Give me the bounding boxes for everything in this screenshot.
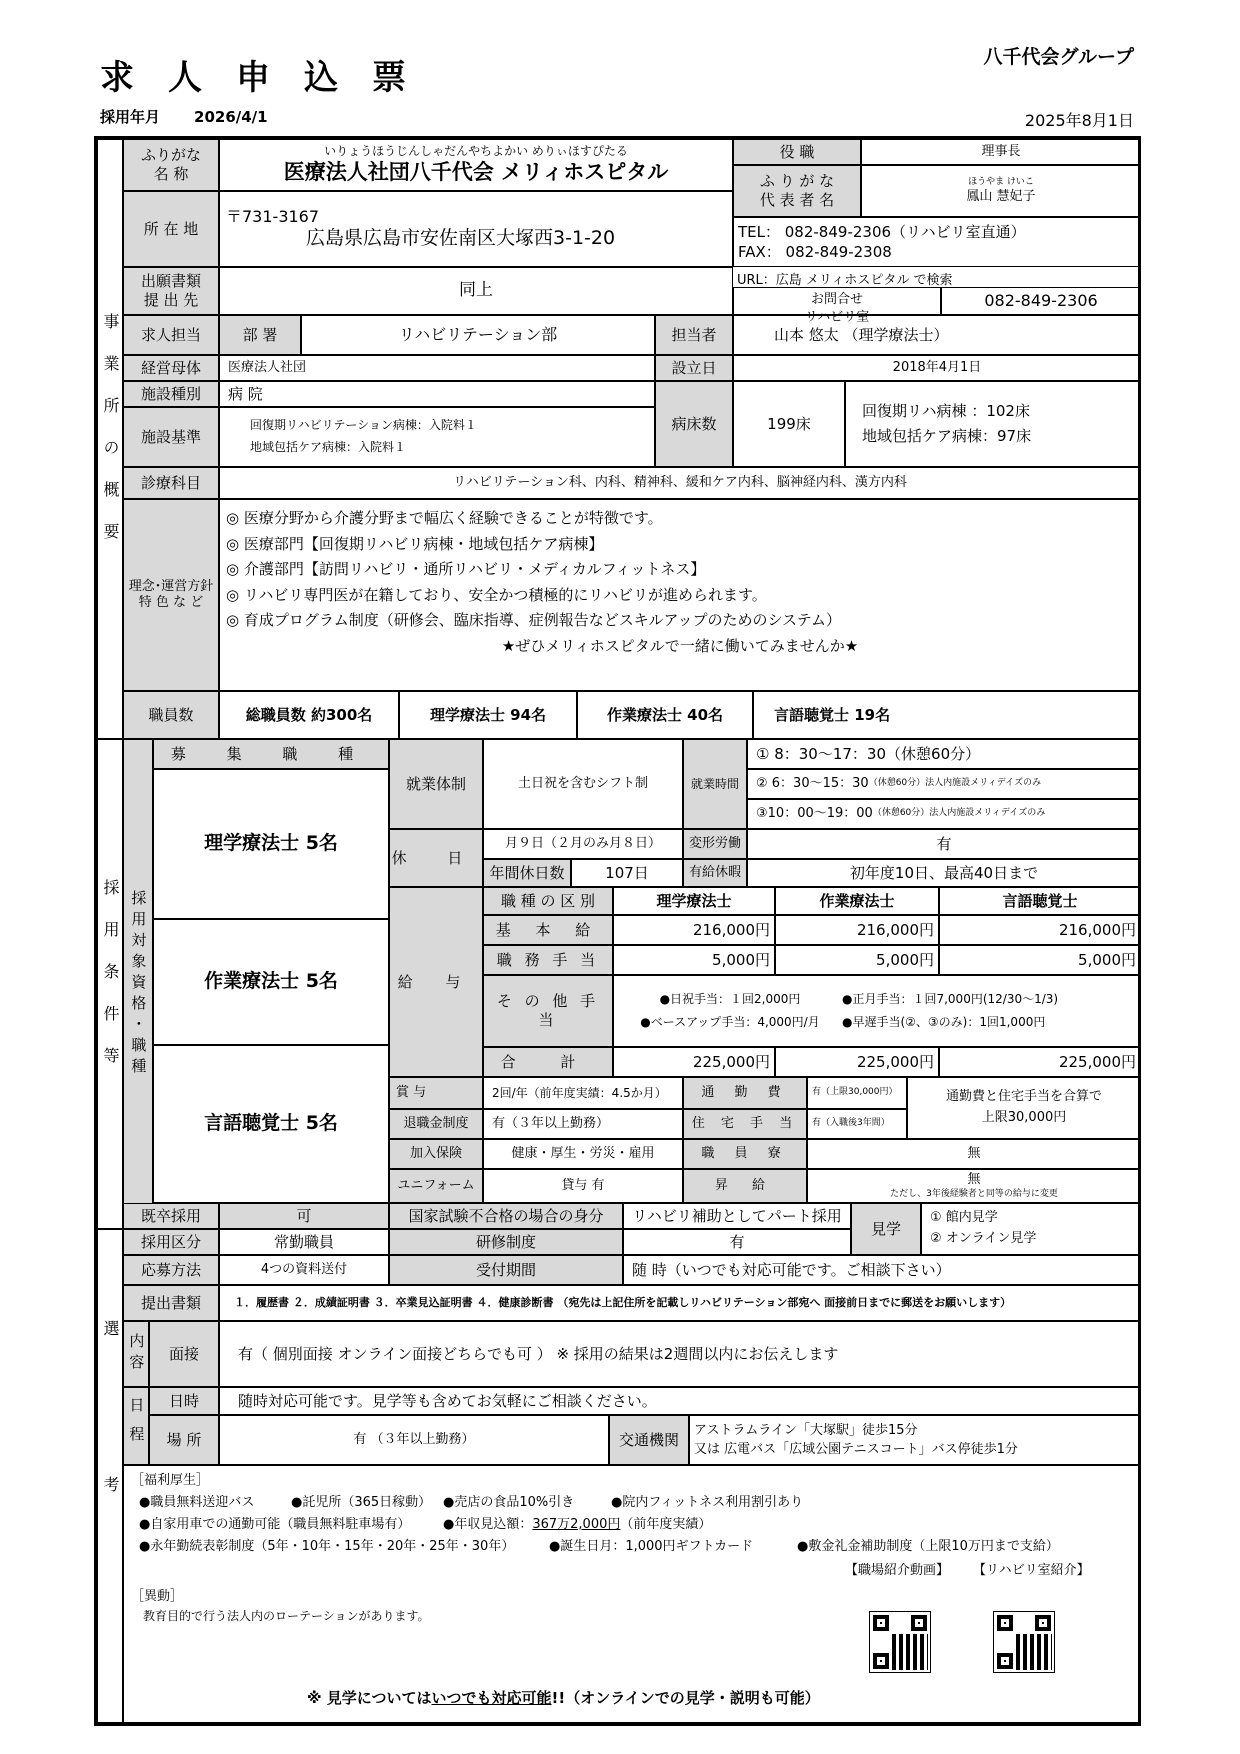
rep-value: ほうやま けいこ 鳳山 慧妃子 <box>861 165 1141 217</box>
train-label: 研修制度 <box>389 1229 623 1255</box>
paid-value: 初年度10日、最高40日まで <box>747 859 1141 887</box>
period-label: 受付期間 <box>389 1255 623 1285</box>
other-label: そ の 他 手 当 <box>483 975 613 1047</box>
inquiry-text: お問合せ リハビリ室 <box>804 292 870 326</box>
role-label: 役 職 <box>733 139 861 165</box>
paid-label: 有給休暇 <box>683 859 747 887</box>
retire-value: 有（３年以上勤務） <box>483 1109 683 1139</box>
var-value: 有 <box>747 829 1141 859</box>
issue-date: 2025年8月1日 <box>1024 111 1134 130</box>
dept-list: リハビリテーション科、内科、精神科、緩和ケア内科、脳神経内科、漢方内科 <box>219 467 1141 499</box>
bonus-value: 2回/年（前年度実績：4.5か月） <box>483 1077 683 1109</box>
est-label: 設立日 <box>655 355 733 381</box>
ins-label: 加入保険 <box>389 1139 483 1169</box>
welfare-row-1: ●職員無料送迎バス ●託児所（365日稼動） ●売店の食品10%引き ●院内フィットネス利用割引あり <box>139 1495 804 1510</box>
holiday-label: 休 日 <box>389 829 483 887</box>
duty-label: 職 務 手 当 <box>483 945 613 975</box>
feature-item: ◎ 育成プログラム制度（研修会、臨床指導、症例報告などスキルアップのためのシステム） <box>226 611 842 629</box>
feature-item: ◎ 医療分野から介護分野まで幅広く経験できることが特徴です。 <box>226 509 663 527</box>
mgmt-label: 経営母体 <box>123 355 219 381</box>
video-label: 【職場紹介動画】 <box>845 1563 950 1578</box>
job-pt: 理学療法士 5名 <box>153 769 389 919</box>
duty-pt: 5,000円 <box>613 945 775 975</box>
total-ot: 225,000円 <box>775 1047 939 1077</box>
transit-value: アストラムライン「大塚駅」徒歩15分 又は 広電バス「広域公園テニスコート」バス停徒歩1分 <box>689 1415 1141 1465</box>
feature-slogan: ★ぜひメリィホスピタルで一緒に働いてみませんか★ <box>501 636 859 655</box>
interview-label: 面接 <box>149 1321 219 1387</box>
org-furigana: いりょうほうじんしゃだんやちよかい めりぃほすぴたる <box>324 144 628 159</box>
hire-value: 2026/4/1 <box>194 108 268 126</box>
address-text: 広島県広島市安佐南区大塚西3-1-20 <box>306 227 616 250</box>
staff-value: 山本 悠太 （理学療法士） <box>733 315 1141 355</box>
shift-value: 土日祝を含むシフト制 <box>483 739 683 829</box>
address <box>219 191 733 267</box>
hours-1: ① 8：30～17：30（休憩60分） <box>747 739 1141 769</box>
org-name <box>219 139 733 191</box>
ins-value: 健康・厚生・労災・雇用 <box>483 1139 683 1169</box>
beds-value: 199床 <box>733 381 845 467</box>
feature-item: ◎ 介護部門【訪問リハビリ・通所リハビリ・メディカルフィットネス】 <box>226 560 706 578</box>
job-st: 言語聴覚士 5名 <box>153 1045 389 1203</box>
visit-note: ※ 見学についてはいつでも対応可能!!（オンラインでの見学・説明も可能） <box>307 1689 820 1707</box>
staffs-label: 職員数 <box>123 691 219 739</box>
recruit-label: 求人担当 <box>123 315 219 355</box>
content-label: 内容 <box>123 1321 149 1387</box>
side-conditions: 採用条件等 <box>97 739 123 1229</box>
transfer-label: ［異動］ <box>131 1589 184 1604</box>
docs-label: 提出書類 <box>123 1285 219 1321</box>
staff-pt: 理学療法士 94名 <box>399 691 577 739</box>
zip: 〒731-3167 <box>226 207 320 227</box>
kind-label: 職 種 の 区 別 <box>483 887 613 915</box>
retire-label: 退職金制度 <box>389 1109 483 1139</box>
url: URL：広島 メリィホスピタル で検索 <box>737 273 953 288</box>
col-ot: 作業療法士 <box>775 887 939 915</box>
hire-date <box>100 106 268 127</box>
jobs-header: 募 集 職 種 <box>153 739 389 769</box>
duty-ot: 5,000円 <box>775 945 939 975</box>
base-st: 216,000円 <box>939 915 1141 945</box>
col-st: 言語聴覚士 <box>939 887 1141 915</box>
dorm-value: 無 <box>807 1139 1141 1169</box>
total-label: 合 計 <box>483 1047 613 1077</box>
feature-item: ◎ 医療部門【回復期リハビリ病棟・地域包括ケア病棟】 <box>226 534 604 553</box>
shift-label: 就業体制 <box>389 739 483 829</box>
type-label: 施設種別 <box>123 381 219 407</box>
train-value: 有 <box>623 1229 851 1255</box>
fail-value: リハビリ補助としてパート採用 <box>623 1203 851 1229</box>
hours-label: 就業時間 <box>683 739 747 829</box>
commute-note: 通勤費と住宅手当を合算で 上限30,000円 <box>907 1077 1141 1139</box>
uni-value: 貸与 有 <box>483 1169 683 1203</box>
date-value: 随時対応可能です。見学等も含めてお気軽にご相談ください。 <box>219 1387 1141 1415</box>
visit-value: ① 館内見学 ② オンライン見学 <box>921 1203 1141 1255</box>
type-value: 病 院 <box>219 381 655 407</box>
commute-label: 通 勤 費 <box>683 1077 807 1109</box>
welfare-row-3: ●永年勤続表彰制度（5年・10年・15年・20年・25年・30年） ●誕生日月：1,000円ギフトカード ●敷金礼金補助制度（上限10万円まで支給） <box>139 1539 1059 1554</box>
grad-label: 既卒採用 <box>123 1203 219 1229</box>
form-frame <box>94 136 1141 1726</box>
qr-code-video[interactable] <box>869 1611 931 1673</box>
interview-value: 有（ 個別面接 オンライン面接どちらでも可 ） ※ 採用の結果は2週間以内にお伝えします <box>219 1321 1141 1387</box>
commute-value: 有（上限30,000円） <box>807 1077 907 1109</box>
docs-value: １．履歴書 ２．成績証明書 ３．卒業見込証明書 ４．健康診断書 （宛先は上記住所を記載しリハビリテーション部宛へ 面接前日までに郵送をお願いします） <box>219 1285 1141 1321</box>
total-st: 225,000円 <box>939 1047 1141 1077</box>
dept-label: 部 署 <box>219 315 301 355</box>
base-label: 基 本 給 <box>483 915 613 945</box>
date-side-label: 日程 <box>123 1387 149 1465</box>
side-overview: 事業所の概要 <box>97 139 123 739</box>
duty-st: 5,000円 <box>939 945 1141 975</box>
emp-value: 常勤職員 <box>219 1229 389 1255</box>
dorm-label: 職 員 寮 <box>683 1139 807 1169</box>
job-ot: 作業療法士 5名 <box>153 919 389 1045</box>
fail-label: 国家試験不合格の場合の身分 <box>389 1203 623 1229</box>
staff-total: 総職員数 約300名 <box>219 691 399 739</box>
feature-item: ◎ リハビリ専門医が在籍しており、安全かつ積極的にリハビリが進められます。 <box>226 585 767 604</box>
date-label: 日時 <box>149 1387 219 1415</box>
side-remarks: 選考 <box>97 1229 123 1723</box>
period-value: 随 時（いつでも対応可能です。ご相談下さい） <box>623 1255 1141 1285</box>
transfer-text: 教育目的で行う法人内のローテーションがあります。 <box>143 1609 430 1623</box>
base-ot: 216,000円 <box>775 915 939 945</box>
mgmt-value: 医療法人社団 <box>219 355 655 381</box>
beds-detail: 回復期リハ病棟 ：102床 地域包括ケア病棟：97床 <box>845 381 1141 467</box>
staff-label: 担当者 <box>655 315 733 355</box>
submit-label: 出願書類 提 出 先 <box>123 267 219 315</box>
dept-list-label: 診療科目 <box>123 467 219 499</box>
dept-value: リハビリテーション部 <box>301 315 655 355</box>
salary-label: 給 与 <box>389 887 483 1077</box>
hire-label: 採用年月 <box>100 108 161 126</box>
group-name: 八千代会グループ <box>983 46 1134 68</box>
features-list <box>219 499 1141 691</box>
apply-value: 4つの資料送付 <box>219 1255 389 1285</box>
contact <box>733 217 1141 267</box>
annual-label: 年間休日数 <box>483 859 571 887</box>
est-value: 2018年4月1日 <box>733 355 1141 381</box>
transit-label: 交通機関 <box>609 1415 689 1465</box>
welfare-label: ［福利厚生］ <box>131 1473 210 1488</box>
grad-value: 可 <box>219 1203 389 1229</box>
apply-label: 応募方法 <box>123 1255 219 1285</box>
place-value: 有 （３年以上勤務） <box>219 1415 609 1465</box>
qr-code-rehab[interactable] <box>993 1611 1055 1673</box>
visit-label: 見学 <box>851 1203 921 1255</box>
var-label: 変形労働 <box>683 829 747 859</box>
uni-label: ユニフォーム <box>389 1169 483 1203</box>
bonus-label: 賞 与 <box>389 1077 483 1109</box>
staff-st: 言語聴覚士 19名 <box>753 691 1141 739</box>
raise-value: 無 ただし、3年後経験者と同等の給与に変更 <box>807 1169 1141 1203</box>
tel: TEL： 082-849-2306（リハビリ室直通） <box>738 222 1026 241</box>
other-value: ●日祝手当：１回2,000円 ●正月手当：１回7,000円(12/30～1/3) ●ベースアップ手当：4,000円/月 ●早遅手当(②、③のみ)：1回1,000円 <box>613 975 1141 1047</box>
welfare-row-2: ●自家用車での通勤可能（職員無料駐車場有） ●年収見込額：367万2,000円（前年度実績） <box>139 1517 712 1532</box>
holiday-value: 月９日（２月のみ月８日） <box>483 829 683 859</box>
rep-label: ふ り が な 代 表 者 名 <box>733 165 861 217</box>
emp-label: 採用区分 <box>123 1229 219 1255</box>
base-pt: 216,000円 <box>613 915 775 945</box>
std-value: 回復期リハビリテーション病棟：入院料１ 地域包括ケア病棟：入院料１ <box>219 407 655 467</box>
hours-2: ② 6：30～15：30 （休憩60分）法人内施設メリィデイズのみ <box>747 769 1141 799</box>
address-label: 所 在 地 <box>123 191 219 267</box>
fax: FAX： 082-849-2308 <box>738 243 892 261</box>
beds-label: 病床数 <box>655 381 733 467</box>
col-pt: 理学療法士 <box>613 887 775 915</box>
hours-3: ③10：00～19：00 （休憩60分）法人内施設メリィデイズのみ <box>747 799 1141 829</box>
raise-label: 昇 給 <box>683 1169 807 1203</box>
role-value: 理事長 <box>861 139 1141 165</box>
features-label: 理念･運営方針 特 色 な ど <box>123 499 219 691</box>
org-name-label: ふりがな 名 称 <box>123 139 219 191</box>
page-title: 求人申込票 <box>100 58 440 98</box>
staff-ot: 作業療法士 40名 <box>577 691 753 739</box>
submit-value: 同上 <box>219 267 733 315</box>
annual-value: 107日 <box>571 859 683 887</box>
inquiry-tel: 082-849-2306 <box>941 287 1141 315</box>
std-label: 施設基準 <box>123 407 219 467</box>
rehab-label: 【リハビリ室紹介】 <box>973 1563 1090 1578</box>
jobs-side-label: 採用対象資格・職種 <box>123 739 153 1229</box>
total-pt: 225,000円 <box>613 1047 775 1077</box>
house-label: 住 宅 手 当 <box>683 1109 807 1139</box>
org-name-text: 医療法人社団八千代会 メリィホスピタル <box>283 160 669 185</box>
place-label: 場 所 <box>149 1415 219 1465</box>
house-value: 有（入職後3年間） <box>807 1109 907 1139</box>
